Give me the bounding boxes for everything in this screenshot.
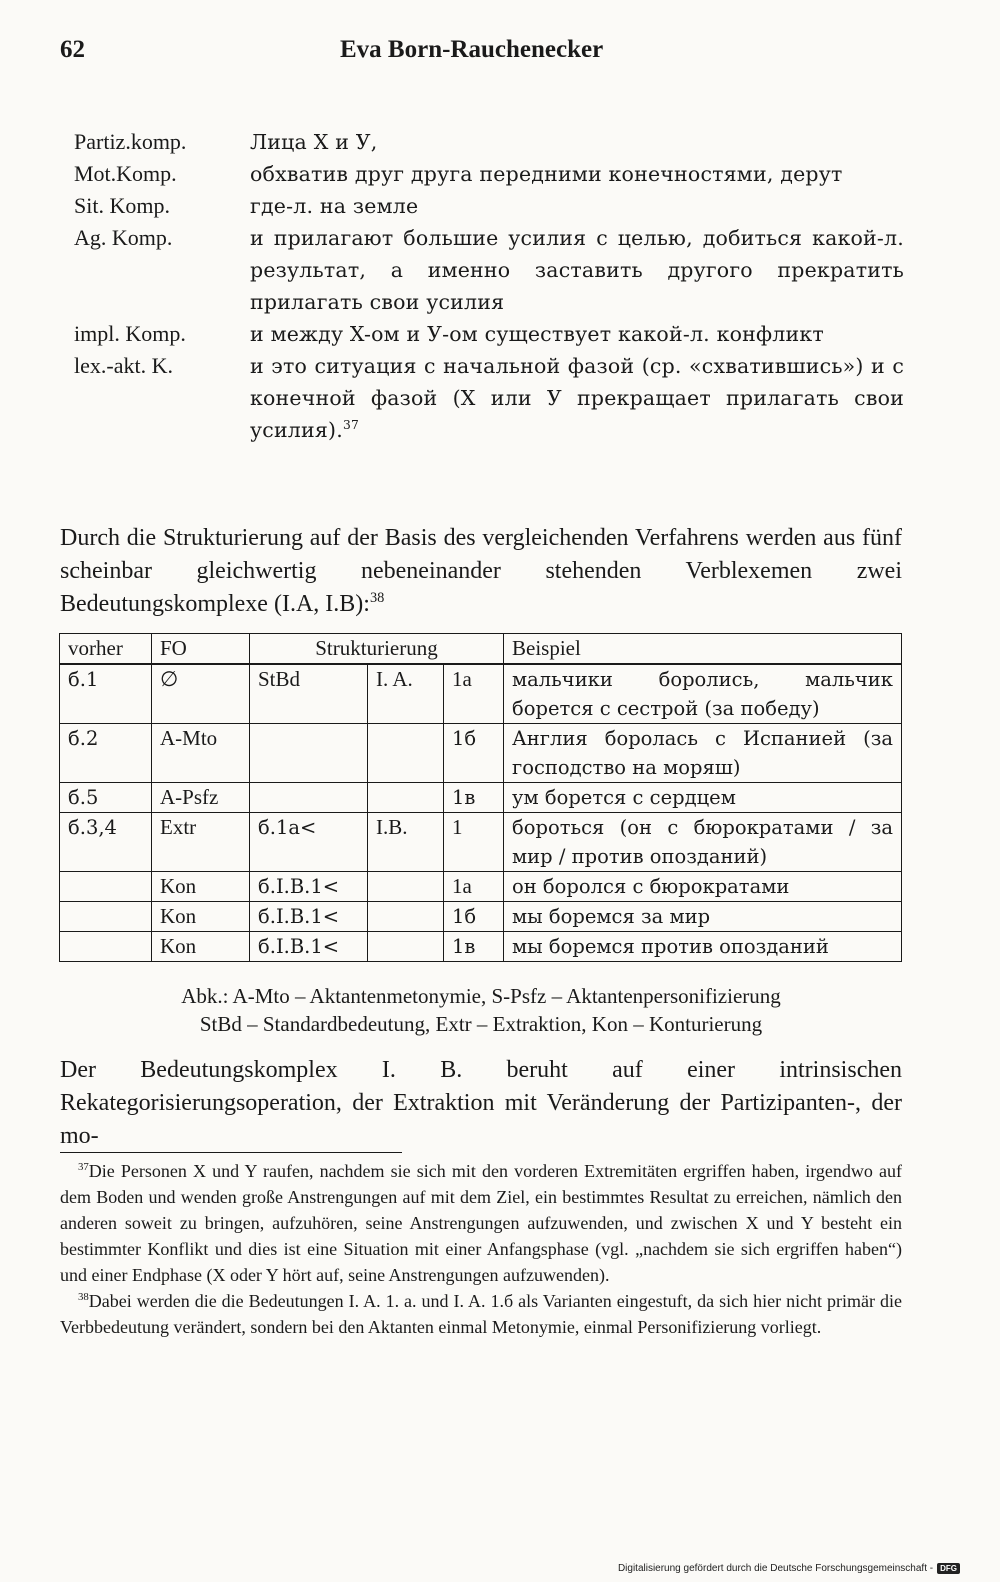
table-row — [60, 932, 902, 962]
table-header-row — [60, 634, 902, 665]
table-abbreviations — [60, 982, 902, 1038]
cell-example: мы боремся против опозданий — [504, 932, 902, 962]
cell-struct — [250, 783, 368, 813]
definition-label: Partiz.komp. — [74, 129, 187, 154]
cell-vorher — [60, 932, 152, 962]
definition-label: impl. Komp. — [74, 321, 186, 346]
definition-row — [74, 158, 904, 190]
footnote-37 — [60, 1158, 902, 1288]
header-vorher: vorher — [60, 634, 152, 665]
table-row — [60, 783, 902, 813]
header-fo: FO — [152, 634, 250, 665]
cell-num: 1в — [444, 783, 504, 813]
cell-group: I. A. — [368, 664, 444, 724]
footnote-ref-37[interactable]: 37 — [342, 418, 360, 433]
definition-text-body: и это ситуация с начальной фазой (ср. «схватившись») и с конечной фазой (X или У прекращает прилагать свои усилия). — [250, 354, 904, 442]
cell-fo: ∅ — [152, 664, 250, 724]
cell-struct — [250, 724, 368, 783]
cell-struct: б.1a< — [250, 813, 368, 872]
definition-label: lex.-akt. K. — [74, 353, 173, 378]
header-strukturierung: Strukturierung — [250, 634, 504, 665]
cell-vorher — [60, 872, 152, 902]
body-paragraph: Der Bedeutungskomplex I. B. beruht auf einer intrinsischen Rekategorisierungsoperation, der Extraktion mit Veränderung der Partizipanten-, der mo- — [60, 1057, 902, 1149]
cell-example: мы боремся за мир — [504, 902, 902, 932]
paragraph-text: Durch die Strukturierung auf der Basis des vergleichenden Verfahrens werden aus fünf scheinbar gleichwertig nebeneinander stehenden Verblexemen zwei Bedeutungskomplexe (I.A, I.B): — [60, 525, 902, 617]
cell-fo: Kon — [152, 902, 250, 932]
page-number: 62 — [60, 36, 85, 63]
definition-text: где-л. на земле — [250, 194, 419, 218]
structuring-table — [59, 633, 902, 962]
cell-example: ум борется с сердцем — [504, 783, 902, 813]
digitization-notice — [618, 1563, 960, 1574]
definition-row — [74, 350, 904, 446]
running-title: Eva Born-Rauchenecker — [340, 36, 604, 63]
cell-vorher: б.1 — [60, 664, 152, 724]
footnote-text: Dabei werden die die Bedeutungen I. A. 1. a. und I. A. 1.б als Varianten eingestuft, da sich hier nicht primär die Verbbedeutung verändert, sondern bei den Aktanten einmal Metonymie, einmal Personifizierung vorliegt. — [60, 1291, 902, 1337]
cell-group — [368, 932, 444, 962]
table-row — [60, 724, 902, 783]
digitization-text: Digitalisierung gefördert durch die Deutsche Forschungsgemeinschaft - — [617, 1563, 934, 1574]
definition-text: обхватив друг друга передними конечностями, дерут — [250, 162, 843, 186]
abbreviations-line: StBd – Standardbedeutung, Extr – Extraktion, Kon – Konturierung — [199, 1012, 763, 1036]
definition-text: и между X-ом и У-ом существует какой-л. конфликт — [250, 322, 824, 346]
cell-group: I.B. — [368, 813, 444, 872]
footnote-number: 38 — [78, 1291, 89, 1303]
cell-fo: Kon — [152, 872, 250, 902]
cell-num: 1в — [444, 932, 504, 962]
cell-example: он боролся с бюрократами — [504, 872, 902, 902]
definition-label: Mot.Komp. — [74, 161, 177, 186]
cell-fo: A-Psfz — [152, 783, 250, 813]
cell-example: мальчики боролись, мальчик борется с сестрой (за победу) — [504, 664, 902, 724]
definition-row — [74, 222, 904, 318]
component-definitions — [74, 126, 904, 446]
cell-num: 1a — [444, 872, 504, 902]
definition-label: Sit. Komp. — [74, 193, 170, 218]
cell-vorher: б.5 — [60, 783, 152, 813]
definition-row — [74, 190, 904, 222]
definition-text: Лица X и У, — [250, 130, 378, 154]
cell-num: 1б — [444, 724, 504, 783]
dfg-logo-icon: DFG — [937, 1563, 960, 1574]
cell-vorher: б.2 — [60, 724, 152, 783]
table-row — [60, 872, 902, 902]
footnote-38 — [60, 1288, 902, 1340]
abbreviations-line: Abk.: A-Mto – Aktantenmetonymie, S-Psfz – Aktantenpersonifizierung — [181, 984, 781, 1008]
cell-vorher: б.3,4 — [60, 813, 152, 872]
page-header — [60, 36, 898, 70]
table-row — [60, 664, 902, 724]
cell-num: 1a — [444, 664, 504, 724]
cell-fo: A-Mto — [152, 724, 250, 783]
cell-fo: Extr — [152, 813, 250, 872]
cell-num: 1б — [444, 902, 504, 932]
footnotes — [60, 1158, 902, 1340]
cell-struct: StBd — [250, 664, 368, 724]
cell-example: Англия боролась с Испанией (за господство на моряш) — [504, 724, 902, 783]
definition-text — [250, 350, 904, 446]
cell-group — [368, 724, 444, 783]
cell-group — [368, 872, 444, 902]
cell-struct: б.I.B.1< — [250, 902, 368, 932]
cell-example: бороться (он с бюрократами / за мир / против опозданий) — [504, 813, 902, 872]
table-row — [60, 813, 902, 872]
cell-group — [368, 783, 444, 813]
cell-vorher — [60, 902, 152, 932]
cell-struct: б.I.B.1< — [250, 932, 368, 962]
footnote-ref-38[interactable]: 38 — [369, 590, 385, 606]
definition-label: Ag. Komp. — [74, 225, 173, 250]
cell-group — [368, 902, 444, 932]
definition-text: и прилагают большие усилия с целью, добиться какой-л. результат, а именно заставить другого прекратить прилагать свои усилия — [250, 226, 904, 314]
definition-row — [74, 126, 904, 158]
footnote-text: Die Personen X und Y raufen, nachdem sie sich mit den vorderen Extremitäten ergriffen haben, irgendwo auf dem Boden und wenden große Anstrengungen auf mit dem Ziel, ein bestimmtes Resultat zu erreichen, nämlich den anderen soweit zu bringen, aufzuhören, seine Anstrengungen aufzuwenden, und zwischen X und Y besteht ein bestimmter Konflikt und dies ist eine Situation mit einer Anfangsphase (vgl. „nachdem sie sich ergriffen haben“) und einer Endphase (X oder Y hört auf, seine Anstrengungen aufzuwenden). — [60, 1161, 902, 1285]
footnote-number: 37 — [78, 1161, 89, 1173]
cell-struct: б.I.B.1< — [250, 872, 368, 902]
header-beispiel: Beispiel — [504, 634, 902, 665]
table-row — [60, 902, 902, 932]
cell-num: 1 — [444, 813, 504, 872]
footnote-divider — [60, 1152, 402, 1153]
definition-row — [74, 318, 904, 350]
body-paragraph — [60, 522, 902, 621]
cell-fo: Kon — [152, 932, 250, 962]
